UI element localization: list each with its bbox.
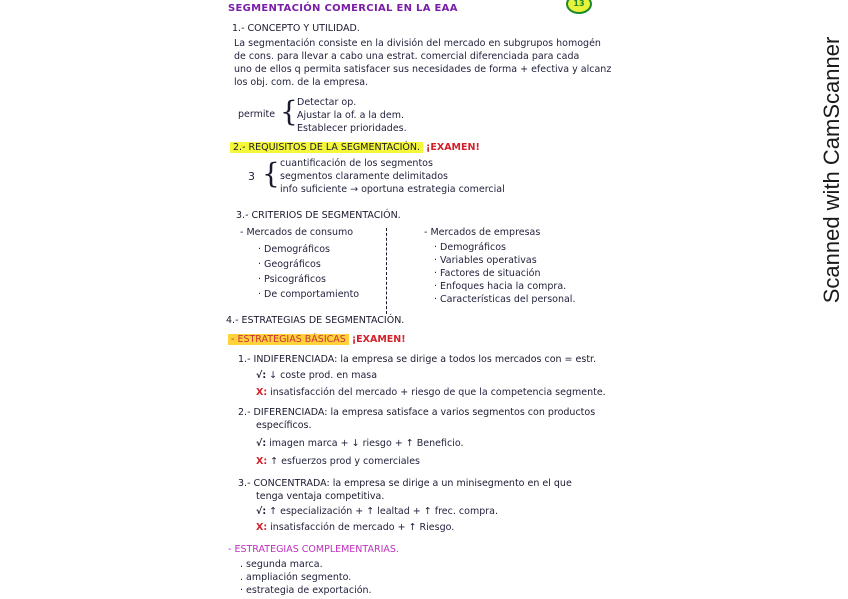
concept-line-3: uno de ellos q permita satisfacer sus necesidades de forma + efectiva y alcanz [234,64,612,75]
complementaria-item-2: . ampliación segmento. [240,572,352,583]
permite-label: permite [238,109,276,120]
concept-line-1: La segmentación consiste en la división del mercado en subgrupos homogén [234,38,601,49]
complementaria-item-1: . segunda marca. [240,559,323,570]
criteria-divider [386,228,387,314]
page-title: SEGMENTACIÓN COMERCIAL EN LA EAA [228,3,458,14]
empresas-title: - Mercados de empresas [424,227,541,238]
requisitos-heading: 2.- REQUISITOS DE LA SEGMENTACIÓN. [230,142,423,153]
indiferenciada-con: X: insatisfacción del mercado + riesgo de que la competencia segmente. [256,387,606,398]
permite-item-3: Establecer prioridades. [297,123,407,134]
consumo-item-3: · Psicográficos [258,274,326,285]
concentrada-pro: √: ↑ especialización + ↑ lealtad + ↑ frec. compra. [256,506,498,517]
section-2-heading [230,141,480,154]
estrategias-basicas-label: - ESTRATEGIAS BÁSICAS [228,334,349,345]
concentrada-line-1: 3.- CONCENTRADA: la empresa se dirige a un minisegmento en el que [238,478,572,489]
permite-item-2: Ajustar la of. a la dem. [297,110,405,121]
empresas-item-2: · Variables operativas [434,255,537,266]
section-4-heading: 4.- ESTRATEGIAS DE SEGMENTACIÓN. [226,315,405,326]
consumo-item-2: · Geográficos [258,259,321,270]
permite-item-1: Detectar op. [297,97,357,108]
diferenciada-line-2: específicos. [256,420,312,431]
page-number-badge: 13 [566,0,592,14]
requisitos-count: 3 [248,170,255,183]
diferenciada-con: X: ↑ esfuerzos prod y comerciales [256,456,420,467]
permite-brace: { [280,95,298,128]
concept-line-4: los obj. com. de la empresa. [234,77,369,88]
indiferenciada-pro: √: ↓ coste prod. en masa [256,370,378,381]
exam-label-basicas: ¡EXAMEN! [351,334,406,345]
section-1-heading: 1.- CONCEPTO Y UTILIDAD. [232,23,360,34]
requisito-item-1: cuantificación de los segmentos [280,158,433,169]
requisito-item-3: info suficiente → oportuna estrategia comercial [280,184,505,195]
empresas-item-1: · Demográficos [434,242,506,253]
indiferenciada-line: 1.- INDIFERENCIADA: la empresa se dirige a todos los mercados con = estr. [238,354,597,365]
watermark-text: Scanned with CamScanner [819,36,844,304]
requisitos-brace: { [262,157,280,190]
basicas-row [228,333,406,346]
empresas-item-4: · Enfoques hacia la compra. [434,281,567,292]
consumo-item-4: · De comportamiento [258,289,360,300]
diferenciada-line-1: 2.- DIFERENCIADA: la empresa satisface a varios segmentos con productos [238,407,596,418]
consumo-item-1: · Demográficos [258,244,330,255]
diferenciada-pro: √: imagen marca + ↓ riesgo + ↑ Beneficio. [256,438,464,449]
empresas-item-5: · Características del personal. [434,294,576,305]
estrategias-complementarias-label: - ESTRATEGIAS COMPLEMENTARIAS. [228,544,399,555]
concentrada-line-2: tenga ventaja competitiva. [256,491,385,502]
section-3-heading: 3.- CRITERIOS DE SEGMENTACIÓN. [236,210,401,221]
concept-line-2: de cons. para llevar a cabo una estrat. comercial diferenciada para cada [234,51,580,62]
consumo-title: - Mercados de consumo [240,227,354,238]
concentrada-con: X: insatisfacción de mercado + ↑ Riesgo. [256,522,455,533]
requisito-item-2: segmentos claramente delimitados [280,171,448,182]
empresas-item-3: · Factores de situación [434,268,541,279]
exam-label-requisitos: ¡EXAMEN! [426,142,480,153]
camscanner-watermark [819,20,844,320]
complementaria-item-3: · estrategia de exportación. [240,585,372,596]
